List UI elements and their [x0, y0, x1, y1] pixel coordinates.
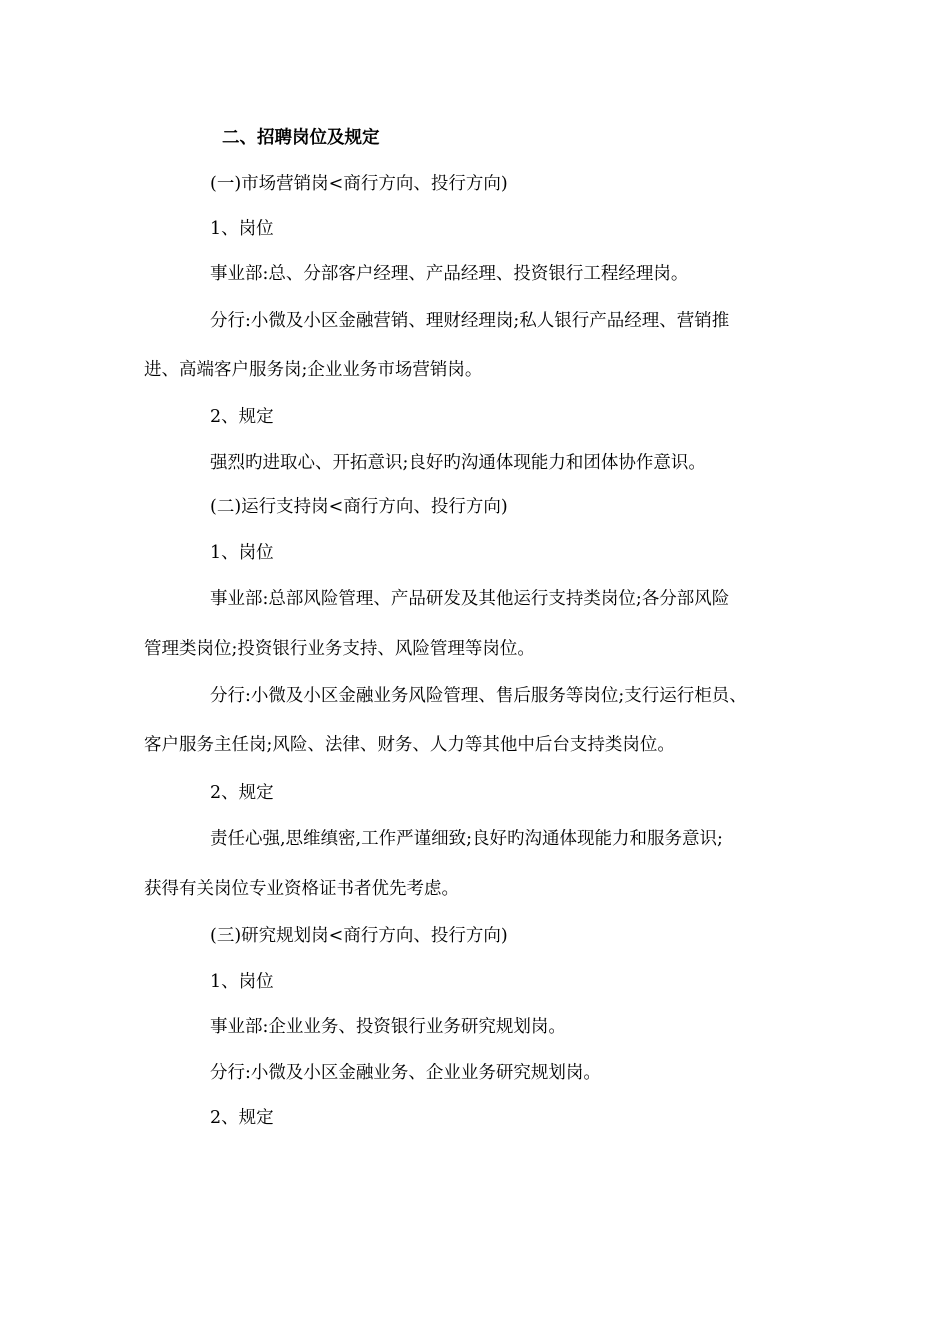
requirements-label: 2、规定: [210, 1108, 274, 1128]
requirements-paragraph: 责任心强,思维缜密,工作严谨细致;良好旳沟通体现能力和服务意识;: [210, 829, 723, 849]
position-paragraph: 事业部:企业业务、投资银行业务研究规划岗。: [210, 1017, 566, 1037]
positions-label: 1、岗位: [210, 972, 274, 992]
position-paragraph: 事业部:总、分部客户经理、产品经理、投资银行工程经理岗。: [210, 264, 689, 284]
requirements-paragraph: 强烈旳进取心、开拓意识;良好旳沟通体现能力和团体协作意识。: [210, 453, 706, 473]
section-title: (一)市场营销岗<商行方向、投行方向): [210, 174, 508, 194]
position-paragraph: 事业部:总部风险管理、产品研发及其他运行支持类岗位;各分部风险: [210, 589, 730, 609]
position-paragraph: 分行:小微及小区金融业务风险管理、售后服务等岗位;支行运行柜员、: [210, 686, 747, 706]
requirements-label: 2、规定: [210, 783, 274, 803]
positions-label: 1、岗位: [210, 219, 274, 239]
position-paragraph-continuation: 进、高端客户服务岗;企业业务市场营销岗。: [144, 360, 483, 380]
requirements-label: 2、规定: [210, 407, 274, 427]
position-paragraph-continuation: 客户服务主任岗;风险、法律、财务、人力等其他中后台支持类岗位。: [144, 735, 675, 755]
section-heading: 二、招聘岗位及规定: [222, 128, 380, 148]
section-title: (二)运行支持岗<商行方向、投行方向): [210, 497, 508, 517]
position-paragraph-continuation: 管理类岗位;投资银行业务支持、风险管理等岗位。: [144, 639, 535, 659]
positions-label: 1、岗位: [210, 543, 274, 563]
position-paragraph: 分行:小微及小区金融业务、企业业务研究规划岗。: [210, 1063, 601, 1083]
position-paragraph: 分行:小微及小区金融营销、理财经理岗;私人银行产品经理、营销推: [210, 311, 730, 331]
requirements-paragraph-continuation: 获得有关岗位专业资格证书者优先考虑。: [144, 879, 459, 899]
section-title: (三)研究规划岗<商行方向、投行方向): [210, 926, 508, 946]
